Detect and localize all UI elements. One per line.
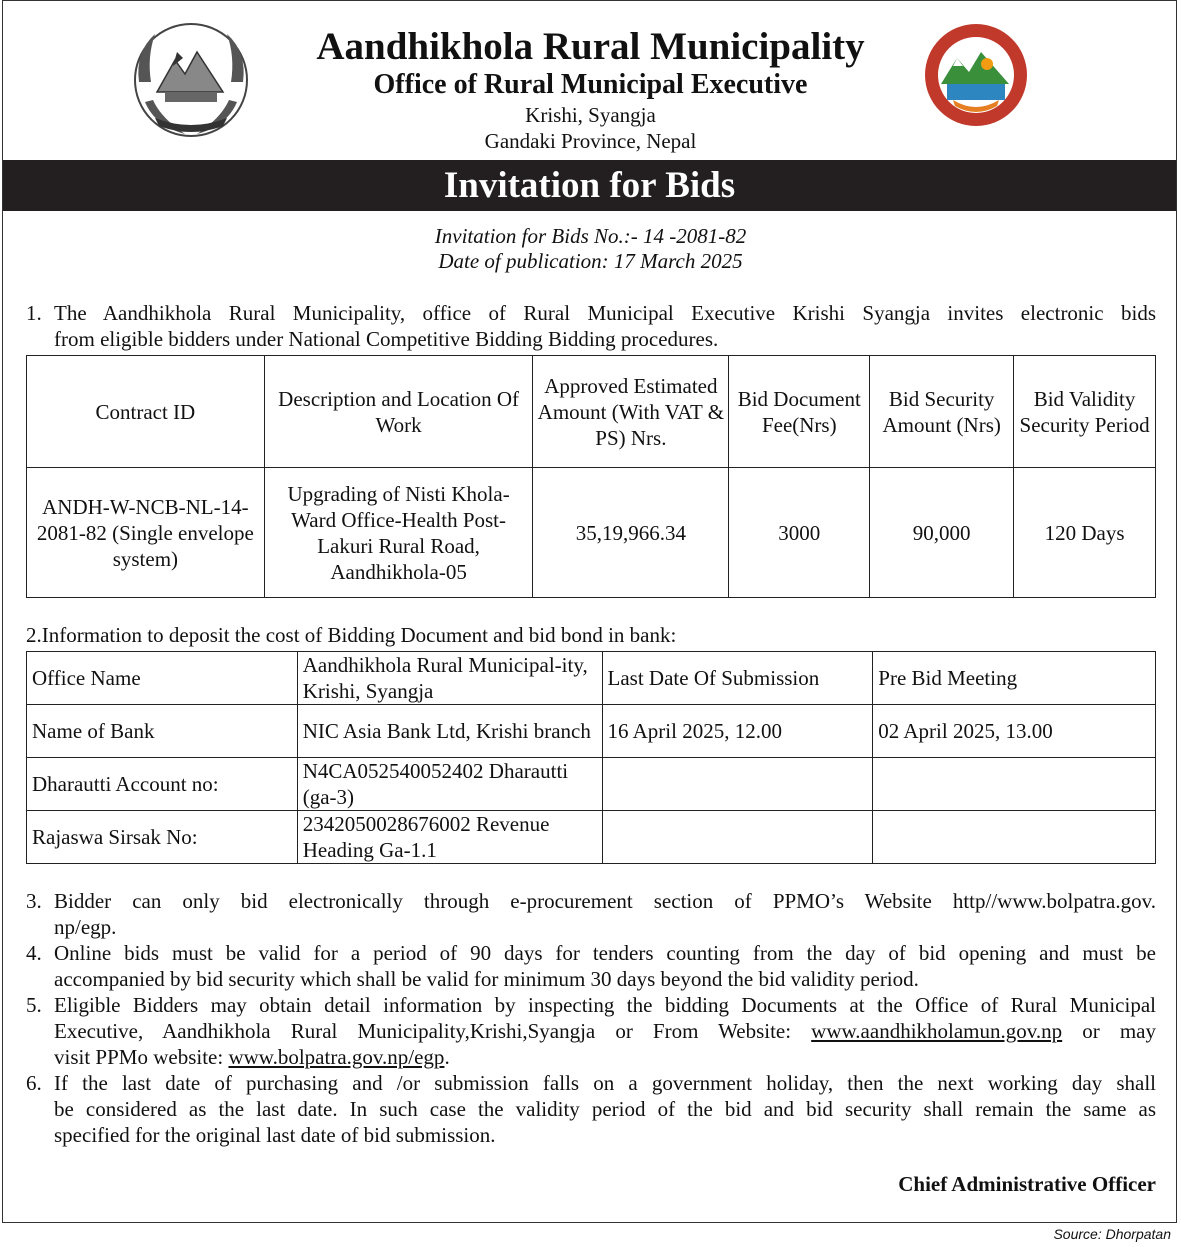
paragraph-number: 5. bbox=[26, 993, 42, 1017]
ifb-number: Invitation for Bids No.:- 14 -2081-82 bbox=[434, 224, 747, 248]
paragraph-5 bbox=[26, 992, 1156, 1070]
contract-table bbox=[26, 355, 1156, 598]
cell-value: Aandhikhola Rural Municipal-ity, Krishi, Syangja bbox=[297, 652, 602, 705]
ppmo-website-link[interactable]: www.bolpatra.gov.np/egp bbox=[228, 1045, 445, 1069]
header-validity-period: Bid Validity Security Period bbox=[1014, 356, 1156, 468]
paragraph-line: Bidder can only bid electronically through e-procurement section of PPMO’s Website http//www.bolpatra.gov. bbox=[54, 889, 1156, 913]
text-segment: Executive, Aandhikhola Rural Municipality,Krishi,Syangja or From Website: bbox=[54, 1019, 812, 1043]
table-row bbox=[27, 705, 1156, 758]
paragraph-line: np/egp. bbox=[54, 915, 117, 939]
header-bid-security: Bid Security Amount (Nrs) bbox=[870, 356, 1014, 468]
cell-empty bbox=[873, 758, 1156, 811]
paragraph-number: 6. bbox=[26, 1071, 42, 1095]
paragraph-line bbox=[54, 1045, 450, 1069]
municipality-name: Aandhikhola Rural Municipality bbox=[316, 25, 865, 68]
cell-prebid-header: Pre Bid Meeting bbox=[873, 652, 1156, 705]
paragraph-line: from eligible bidders under National Competitive Bidding Bidding procedures. bbox=[54, 327, 719, 351]
text-segment: or may bbox=[1062, 1019, 1156, 1043]
paragraph-line: Online bids must be valid for a period of 90 days for tenders counting from the day of bid opening and must be bbox=[54, 941, 1156, 965]
notice-title-banner: Invitation for Bids bbox=[3, 160, 1176, 211]
text-segment: . bbox=[444, 1045, 450, 1069]
header-description: Description and Location Of Work bbox=[264, 356, 533, 468]
cell-bid-security: 90,000 bbox=[870, 468, 1014, 598]
publication-date: Date of publication: 17 March 2025 bbox=[438, 249, 743, 273]
cell-contract-id: ANDH-W-NCB-NL-14-2081-82 (Single envelope system) bbox=[27, 468, 265, 598]
text-segment: visit PPMo website: bbox=[54, 1045, 229, 1069]
cell-empty bbox=[873, 811, 1156, 864]
cell-submission-date: 16 April 2025, 12.00 bbox=[602, 705, 873, 758]
cell-value: 2342050028676002 Revenue Heading Ga-1.1 bbox=[297, 811, 602, 864]
paragraph-number: 4. bbox=[26, 941, 42, 965]
cell-empty bbox=[602, 811, 873, 864]
office-name: Office of Rural Municipal Executive bbox=[373, 69, 808, 100]
paragraph-line: specified for the original last date of bid submission. bbox=[54, 1123, 496, 1147]
cell-label: Name of Bank bbox=[27, 705, 298, 758]
bank-info-table bbox=[26, 651, 1156, 864]
cell-validity-period: 120 Days bbox=[1014, 468, 1156, 598]
header-document-fee: Bid Document Fee(Nrs) bbox=[729, 356, 870, 468]
paragraph-number: 3. bbox=[26, 889, 42, 913]
paragraph-4 bbox=[26, 940, 1156, 992]
paragraph-line: The Aandhikhola Rural Municipality, office of Rural Municipal Executive Krishi Syangja invites electronic bids bbox=[54, 301, 1156, 325]
source-credit: Source: Dhorpatan bbox=[1053, 1226, 1171, 1242]
paragraph-6 bbox=[26, 1070, 1156, 1148]
cell-label: Rajaswa Sirsak No: bbox=[27, 811, 298, 864]
table-header-row bbox=[27, 356, 1156, 468]
cell-value: NIC Asia Bank Ltd, Krishi branch bbox=[297, 705, 602, 758]
paragraph-2: 2.Information to deposit the cost of Bidding Document and bid bond in bank: bbox=[26, 623, 677, 647]
paragraph-3 bbox=[26, 888, 1156, 940]
paragraph-line: be considered as the last date. In such case the validity period of the bid and bid security shall remain the same as bbox=[54, 1097, 1156, 1121]
paragraph-line bbox=[54, 1018, 1156, 1044]
cell-description: Upgrading of Nisti Khola-Ward Office-Health Post-Lakuri Rural Road, Aandhikhola-05 bbox=[264, 468, 533, 598]
table-row bbox=[27, 468, 1156, 598]
cell-empty bbox=[602, 758, 873, 811]
cell-label: Office Name bbox=[27, 652, 298, 705]
signatory-title: Chief Administrative Officer bbox=[898, 1172, 1156, 1196]
cell-value: N4CA052540052402 Dharautti (ga-3) bbox=[297, 758, 602, 811]
address-line-1: Krishi, Syangja bbox=[525, 103, 656, 127]
cell-prebid-date: 02 April 2025, 13.00 bbox=[873, 705, 1156, 758]
municipality-website-link[interactable]: www.aandhikholamun.gov.np bbox=[811, 1019, 1063, 1043]
paragraph-line: accompanied by bid security which shall be valid for minimum 30 days beyond the bid validity period. bbox=[54, 967, 919, 991]
table-row bbox=[27, 758, 1156, 811]
paragraph-number: 1. bbox=[26, 301, 42, 325]
cell-label: Dharautti Account no: bbox=[27, 758, 298, 811]
header-contract-id: Contract ID bbox=[27, 356, 265, 468]
table-row bbox=[27, 652, 1156, 705]
cell-submission-header: Last Date Of Submission bbox=[602, 652, 873, 705]
paragraph-1 bbox=[26, 300, 1156, 352]
table-row bbox=[27, 811, 1156, 864]
cell-estimated-amount: 35,19,966.34 bbox=[533, 468, 729, 598]
address-line-2: Gandaki Province, Nepal bbox=[484, 129, 697, 153]
header-estimated-amount: Approved Estimated Amount (With VAT & PS) Nrs. bbox=[533, 356, 729, 468]
paragraph-line: If the last date of purchasing and /or submission falls on a government holiday, then the next working day shall bbox=[54, 1071, 1156, 1095]
cell-document-fee: 3000 bbox=[729, 468, 870, 598]
paragraph-line: Eligible Bidders may obtain detail information by inspecting the bidding Documents at the Office of Rural Municipal bbox=[54, 993, 1156, 1017]
